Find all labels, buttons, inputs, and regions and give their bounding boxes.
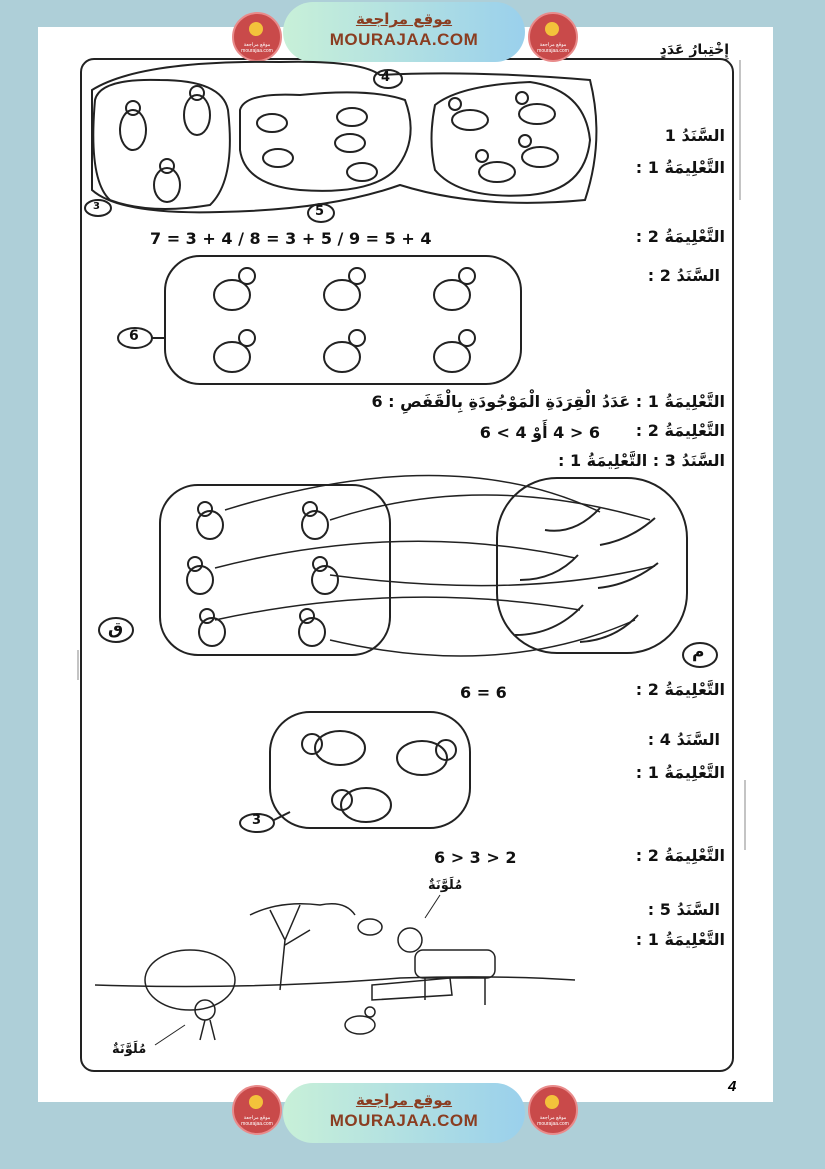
turtle-icon: [257, 108, 377, 181]
logo-caption: موقع مراجعة mourajaa.com: [241, 1115, 273, 1127]
logo-caption: موقع مراجعة mourajaa.com: [241, 42, 273, 54]
duck-icon: [449, 92, 558, 182]
s5-instruction-1: التَّعْلِيمَةُ 1 :: [635, 930, 725, 949]
s4-ordering: 6 > 3 > 2: [434, 848, 517, 867]
banana-icon: [515, 508, 658, 642]
peacock-icon: [145, 950, 235, 1010]
s1-label: السَّنَدُ 1: [664, 126, 725, 145]
s4-label: السَّنَدُ 4 :: [647, 730, 720, 749]
fence-icon: [372, 978, 452, 1000]
monkey-icon: [187, 502, 338, 646]
header-title: إِخْتِبارُ عَدَدٍ: [659, 42, 729, 58]
s1-instruction-2: التَّعْلِيمَةُ 2 :: [635, 227, 725, 246]
set-turtles: [240, 92, 411, 190]
elephant-icon: [302, 731, 456, 822]
banner-arabic: موقع مراجعة: [355, 10, 453, 28]
count-3-label: 3: [93, 201, 100, 212]
banner-arabic: موقع مراجعة: [355, 1091, 453, 1109]
s2-comparison: 6 < 4 أَوْ 4 > 6: [479, 423, 600, 442]
count-5-label: 5: [315, 204, 325, 219]
scene-drawing: [95, 895, 575, 1045]
page-number: 4: [728, 1078, 737, 1095]
penguin-icon: [184, 86, 210, 135]
set-m-label: م: [692, 642, 705, 662]
s4-instruction-1: التَّعْلِيمَةُ 1 :: [635, 763, 725, 782]
banner-domain: MOURAJAA.COM: [329, 1111, 479, 1130]
duck-icon: [345, 1016, 375, 1034]
s5-label: السَّنَدُ 5 :: [647, 900, 720, 919]
s3-label: السَّنَدُ 3 : التَّعْلِيمَةُ 1 :: [557, 451, 725, 470]
s3-instruction-2: التَّعْلِيمَةُ 2 :: [635, 680, 725, 699]
s1-equations: 7 = 3 + 4 / 8 = 3 + 5 / 9 = 5 + 4: [150, 229, 432, 248]
set-m-bananas: [497, 478, 687, 653]
peacock-colored-label: مُلَوَّنَةٌ: [112, 1042, 147, 1057]
count-4-label: 4: [381, 70, 391, 85]
s1-instruction-1: التَّعْلِيمَةُ 1 :: [635, 158, 725, 177]
set-q-label: ق: [108, 619, 124, 639]
penguin-icon: [154, 159, 180, 202]
mapping-arrows: [215, 475, 655, 656]
s3-equality: 6 = 6: [460, 683, 507, 702]
monkey-icon: [214, 268, 475, 372]
s2-instruction-2: التَّعْلِيمَةُ 2 :: [635, 421, 725, 440]
count-3b-label: 3: [252, 813, 262, 828]
logo-caption: موقع مراجعة mourajaa.com: [537, 1115, 569, 1127]
logo-caption: موقع مراجعة mourajaa.com: [537, 42, 569, 54]
zebra-colored-label: مُلَوَّنَةٌ: [428, 878, 463, 893]
penguin-icon: [120, 101, 146, 150]
banner-domain: MOURAJAA.COM: [329, 30, 479, 49]
count-6-label: 6: [129, 328, 139, 344]
s2-label: السَّنَدُ 2 :: [647, 266, 720, 285]
s4-instruction-2: التَّعْلِيمَةُ 2 :: [635, 846, 725, 865]
s2-instruction-1: التَّعْلِيمَةُ 1 : عَدَدُ الْقِرَدَةِ الْمَوْجُودَةِ بِالْقَفَصِ : 6: [371, 392, 725, 411]
set-penguins: [93, 80, 230, 209]
zebra-icon: [415, 950, 495, 978]
